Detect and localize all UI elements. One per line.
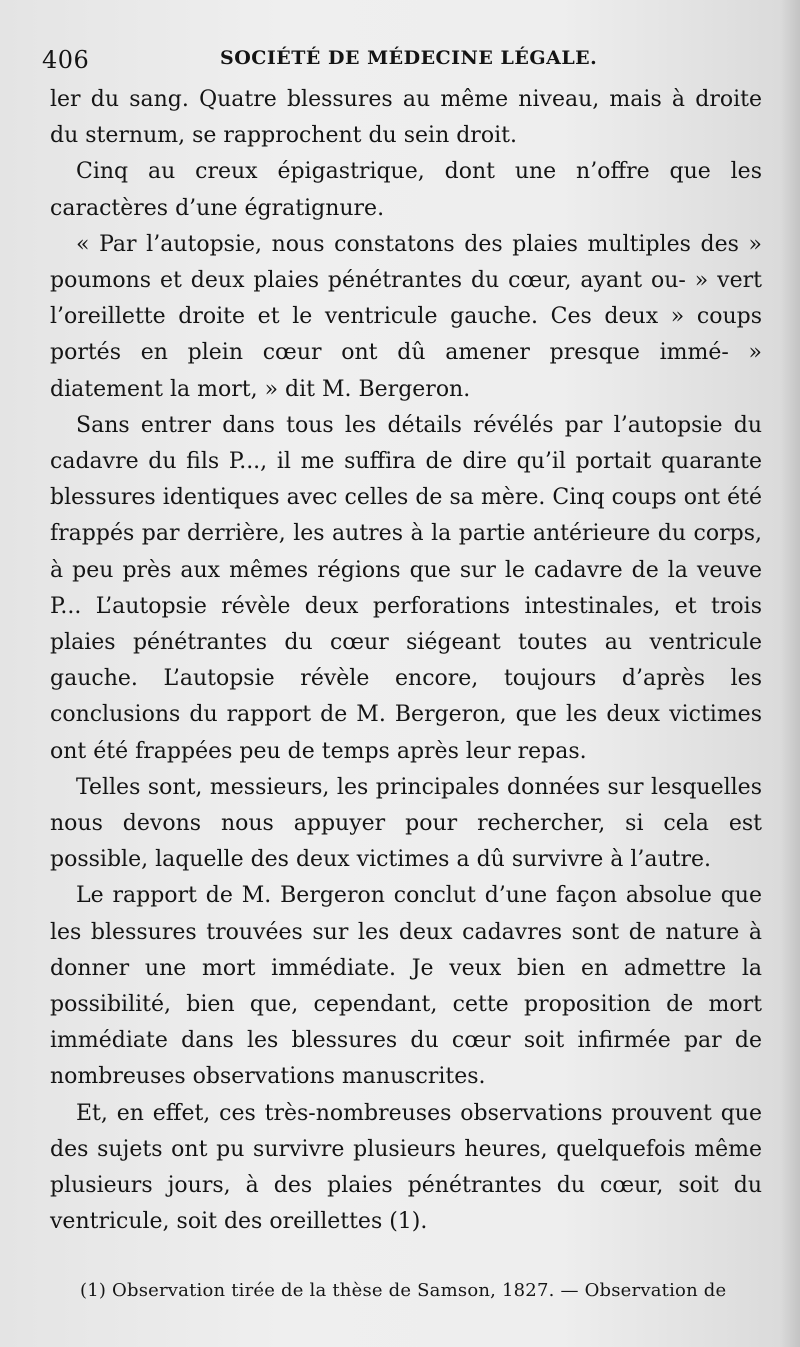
paragraph-1: ler du sang. Quatre blessures au même niveau, mais à droite du sternum, se rapprochent du sein droit. — [50, 87, 762, 149]
paragraph-5: Telles sont, messieurs, les principales données sur lesquelles nous devons nous appuyer pour rechercher, si cela est possible, laquelle des deux victimes a dû survivre à l’autre. — [50, 774, 762, 873]
paragraph-3-quote: « Par l’autopsie, nous constatons des plaies multiples des » poumons et deux plaies pénétrantes du cœur, ayant ou- » vert l’oreillette droite et le ventricule gauche. Ces deux » coups portés en plein cœur ont dû amener presque immé- » diatement la mort, » dit M. Bergeron. — [50, 231, 762, 402]
paragraph-6: Le rapport de M. Bergeron conclut d’une façon absolue que les blessures trouvées sur les deux cadavres sont de nature à donner une mort immédiate. Je veux bien en admettre la possibilité, bien que, cependant, cette proposition de mort immédiate dans les blessures du cœur soit infirmée par de nombreuses observations manuscrites. — [50, 883, 762, 1090]
paragraph-4: Sans entrer dans tous les détails révélés par l’autopsie du cadavre du fils P..., il me suffira de dire qu’il portait quarante blessures identiques avec celles de sa mère. Cinq coups ont été frappés par derrière, les autres à la partie antérieure du corps, à peu près aux mêmes régions que sur le cadavre de la veuve P... L’autopsie révèle deux perforations intestinales, et trois plaies pénétrantes du cœur siégeant toutes au ventricule gauche. L’autopsie révèle encore, toujours d’après les conclusions du rapport de M. Bergeron, que les deux victimes ont été frappées peu de temps après leur repas. — [50, 412, 762, 764]
paragraph-7: Et, en effet, ces très-nombreuses observations prouvent que des sujets ont pu survivre plusieurs heures, quelquefois même plusieurs jours, à des plaies pénétrantes du cœur, soit du ventricule, soit des oreillettes (1). — [50, 1100, 762, 1235]
footnote: (1) Observation tirée de la thèse de Samson, 1827. — Observation de — [80, 1280, 727, 1301]
page-edge-shadow — [780, 0, 800, 1347]
running-head — [42, 40, 762, 82]
paragraph-2: Cinq au creux épigastrique, dont une n’offre que les caractères d’une égratignure. — [50, 159, 762, 221]
running-title: SOCIÉTÉ DE MÉDECINE LÉGALE. — [220, 47, 598, 69]
body-text — [50, 82, 762, 1241]
page-number: 406 — [42, 46, 90, 74]
